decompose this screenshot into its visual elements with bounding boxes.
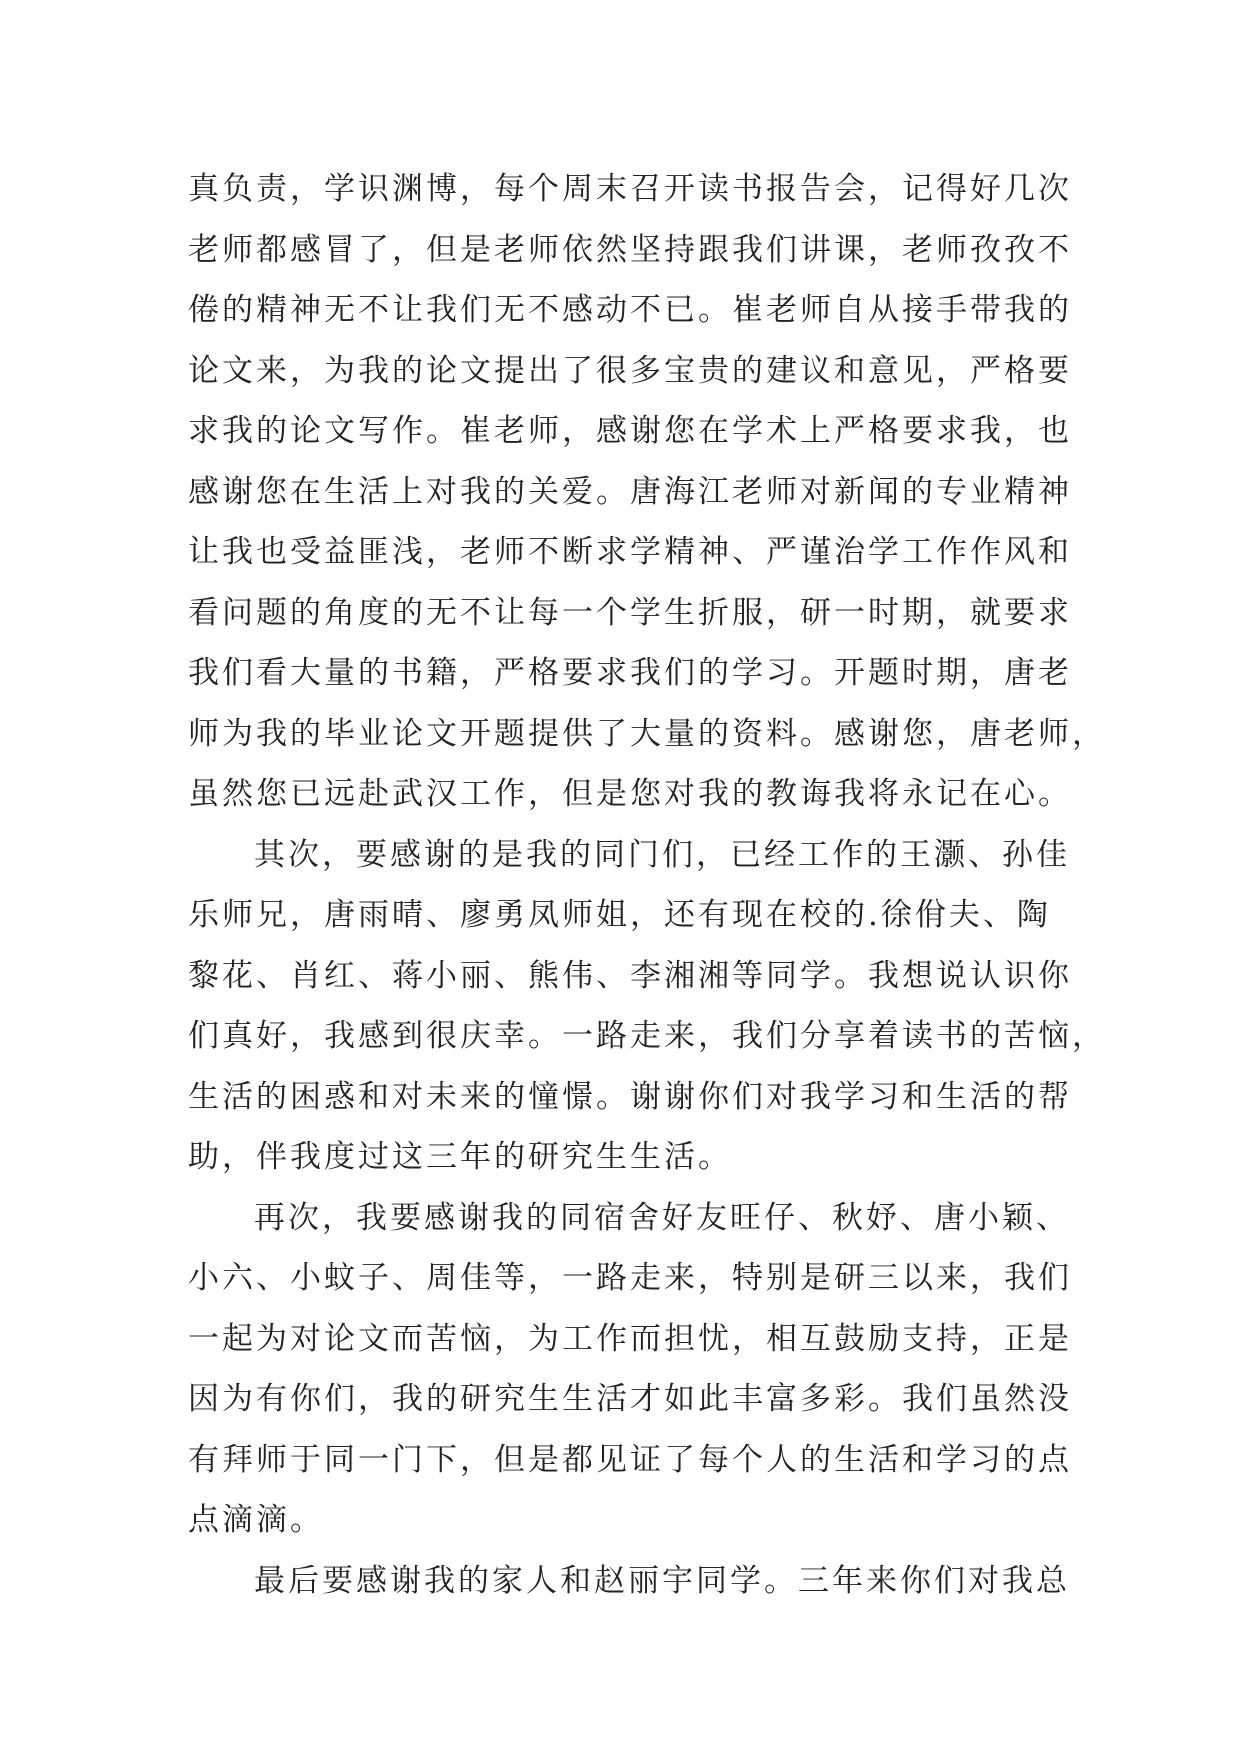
paragraph-first-line: 其次，要感谢的是我的同门们，已经工作的王灏、孙佳 [254,836,1070,873]
text-line: 虽然您已远赴武汉工作，但是您对我的教诲我将永记在心。 [188,776,1072,812]
document-body-text [188,159,1106,1611]
text-line: 黎花、肖红、蒋小丽、熊伟、李湘湘等同学。我想说认识你 [188,957,1072,994]
text-line: 小六、小蚊子、周佳等，一路走来，特别是研三以来，我们 [188,1260,1072,1296]
text-line: 点滴滴。 [188,1502,324,1538]
text-line: 因为有你们，我的研究生生活才如此丰富多彩。我们虽然没 [188,1381,1072,1417]
text-line: 让我也受益匪浅，老师不断求学精神、严谨治学工作作风和 [188,534,1072,570]
text-line: 一起为对论文而苦恼，为工作而担忧，相互鼓励支持，正是 [188,1320,1072,1357]
text-line: 倦的精神无不让我们无不感动不已。崔老师自从接手带我的 [188,292,1072,328]
text-line: 感谢您在生活上对我的关爱。唐海江老师对新闻的专业精神 [188,473,1072,510]
text-line: 看问题的角度的无不让每一个学生折服，研一时期，就要求 [188,594,1072,631]
text-line: 乐师兄，唐雨晴、廖勇凤师姐，还有现在校的.徐佾夫、陶 [188,897,1051,933]
text-line: 们真好，我感到很庆幸。一路走来，我们分享着读书的苦恼， [188,1018,1106,1054]
text-line: 论文来，为我的论文提出了很多宝贵的建议和意见，严格要 [188,352,1072,389]
text-line: 求我的论文写作。崔老师，感谢您在学术上严格要求我，也 [188,413,1072,449]
text-line: 我们看大量的书籍，严格要求我们的学习。开题时期，唐老 [188,655,1072,691]
text-line: 老师都感冒了，但是老师依然坚持跟我们讲课，老师孜孜不 [188,231,1072,268]
text-line: 有拜师于同一门下，但是都见证了每个人的生活和学习的点 [188,1441,1072,1478]
text-line: 师为我的毕业论文开题提供了大量的资料。感谢您，唐老师， [188,715,1106,752]
paragraph-first-line: 再次，我要感谢我的同宿舍好友旺仔、秋妤、唐小颖、 [254,1199,1070,1236]
text-line: 生活的困惑和对未来的憧憬。谢谢你们对我学习和生活的帮 [188,1078,1072,1115]
text-line: 助，伴我度过这三年的研究生生活。 [188,1139,732,1175]
text-line: 真负责，学识渊博，每个周末召开读书报告会，记得好几次 [188,171,1072,207]
paragraph-first-line: 最后要感谢我的家人和赵丽宇同学。三年来你们对我总 [254,1562,1070,1599]
